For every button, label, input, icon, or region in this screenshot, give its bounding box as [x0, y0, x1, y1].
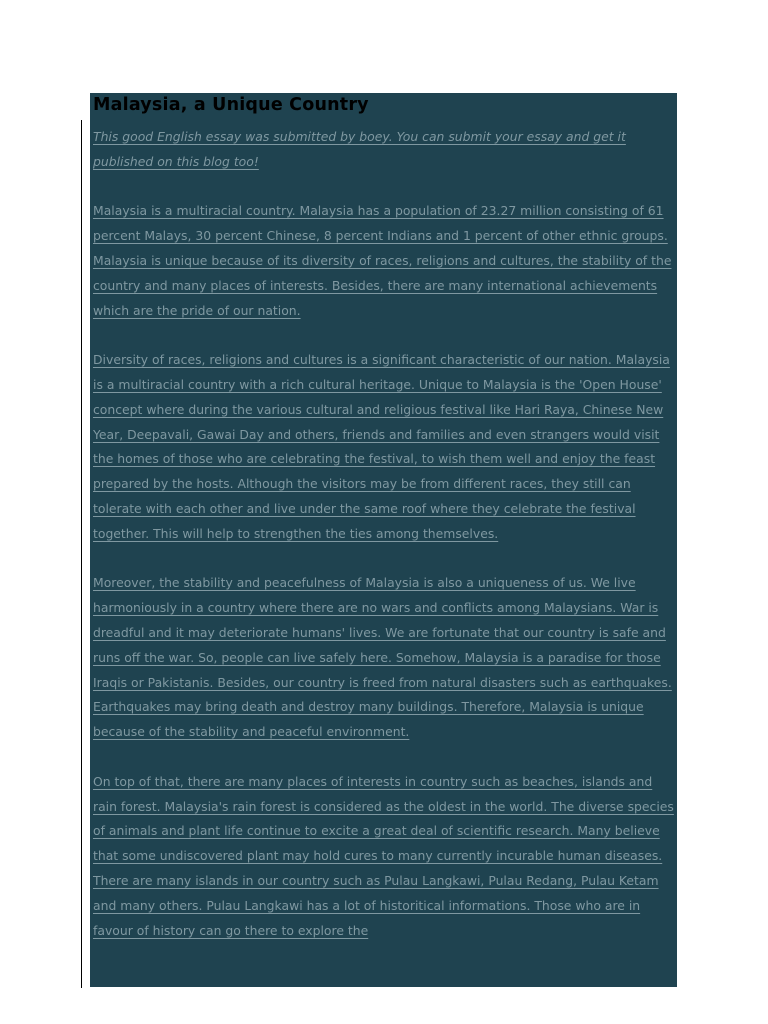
- intro-link[interactable]: This good English essay was submitted by boey. You can submit your essay and get it published on this blog too!: [93, 129, 626, 169]
- article-panel: [90, 93, 677, 987]
- article-title: Malaysia, a Unique Country: [93, 95, 369, 115]
- paragraph-link[interactable]: Diversity of races, religions and cultures is a significant characteristic of our nation. Malaysia is a multiracial country with a rich cultural heritage. Unique to Malaysia is the 'Open House' concept where during the various cultural and religious festival like Hari Raya, Chinese New Year, Deepavali, Gawai Day and others, friends and families and even strangers would visit the homes of those who are celebrating the festival, to wish them well and enjoy the feast prepared by the hosts. Although the visitors may be from different races, they still can tolerate with each other and live under the same roof where they celebrate the festival together. This will help to strengthen the ties among themselves.: [93, 352, 670, 541]
- article-body: [93, 125, 674, 968]
- paragraph-link[interactable]: Malaysia is a multiracial country. Malaysia has a population of 23.27 million consisting of 61 percent Malays, 30 percent Chinese, 8 percent Indians and 1 percent of other ethnic groups. Malaysia is unique because of its diversity of races, religions and cultures, the stability of the country and many places of interests. Besides, there are many international achievements which are the pride of our nation.: [93, 203, 672, 318]
- paragraph-link[interactable]: On top of that, there are many places of interests in country such as beaches, islands and rain forest. Malaysia's rain forest is considered as the oldest in the world. The diverse species of animals and plant life continue to excite a great deal of scientific research. Many believe that some undiscovered plant may hold cures to many currently incurable human diseases. There are many islands in our country such as Pulau Langkawi, Pulau Redang, Pulau Ketam and many others. Pulau Langkawi has a lot of historitical informations. Those who are in favour of history can go there to explore the: [93, 773, 674, 938]
- left-margin-rule: [81, 120, 82, 988]
- paragraph-link[interactable]: Moreover, the stability and peacefulness of Malaysia is also a uniqueness of us. We live harmoniously in a country where there are no wars and conflicts among Malaysians. War is dreadful and it may deteriorate humans' lives. We are fortunate that our country is safe and runs off the war. So, people can live safely here. Somehow, Malaysia is a paradise for those Iraqis or Pakistanis. Besides, our country is freed from natural disasters such as earthquakes. Earthquakes may bring death and destroy many buildings. Therefore, Malaysia is unique because of the stability and peaceful environment.: [93, 575, 672, 740]
